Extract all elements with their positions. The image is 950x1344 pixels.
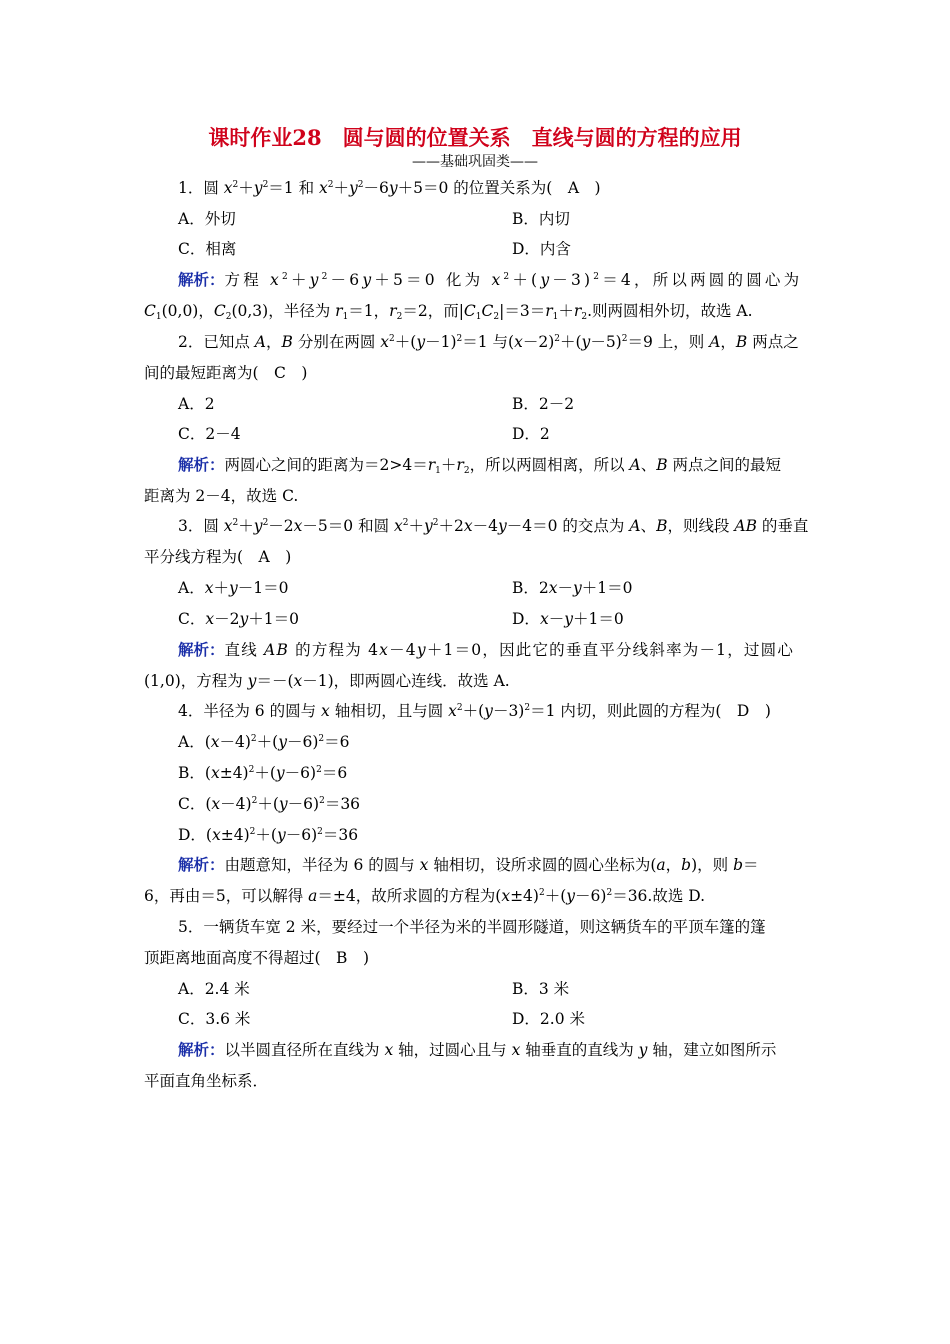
analysis-line — [178, 455, 781, 475]
text-line — [144, 886, 705, 906]
text-line — [144, 547, 291, 567]
line-text: 4．半径为 6 的圆与 x 轴相切，且与圆 $x^2+(y-3)^2=1$ 内切，则此圆的方程为( D ) — [178, 702, 771, 720]
option-item — [512, 424, 550, 444]
line-text: 方程 $x^2+y^2-6y+5=0$ 化为 $x^2+(y-3)^2=4$，所以两圆的圆心为 — [224, 271, 803, 289]
question-line — [178, 516, 808, 536]
line-text: D．内含 — [512, 240, 571, 258]
analysis-label: 解析： — [178, 855, 225, 874]
line-text: B．$(x\pm 4)^2+(y-6)^2=6$ — [178, 764, 348, 782]
line-text: C．$(x-4)^2+(y-6)^2=36$ — [178, 795, 361, 813]
line-text: 1．圆 $x^2+y^2=1$ 和 $x^2+y^2-6y+5=0$ 的位置关系为( A ) — [178, 179, 601, 197]
option-item — [512, 578, 633, 598]
section-subtitle: ——基础巩固类—— — [412, 154, 538, 170]
line-text: C．相离 — [178, 240, 237, 258]
option-item — [178, 732, 350, 752]
text-line — [144, 301, 753, 321]
option-item — [178, 394, 215, 414]
option-item — [178, 578, 288, 598]
option-item — [178, 794, 360, 814]
line-text: A．外切 — [178, 210, 236, 228]
page-title: 课时作业28 圆与圆的位置关系 直线与圆的方程的应用 — [208, 125, 742, 150]
text-line — [144, 671, 510, 691]
line-text: 直线 AB 的方程为 4x－4y＋1＝0，因此它的垂直平分线斜率为－1，过圆心 — [224, 641, 795, 659]
line-text: 5．一辆货车宽 2 米，要经过一个半径为米的半圆形隧道，则这辆货车的平顶车篷的篷 — [178, 918, 766, 936]
line-text: A．$(x-4)^2+(y-6)^2=6$ — [178, 733, 350, 751]
line-text: D．2.0 米 — [512, 1010, 586, 1028]
option-item — [178, 239, 236, 259]
analysis-line — [178, 270, 802, 290]
question-line — [178, 917, 766, 937]
option-item — [178, 763, 347, 783]
line-text: 2．已知点 A，B 分别在两圆 $x^2+(y-1)^2=1$ 与$(x-2)^2+(y-5)^2=9$ 上，则 A，B 两点之 — [178, 333, 799, 351]
line-text: 距离为 2－4，故选 C. — [144, 487, 299, 505]
option-item — [512, 239, 571, 259]
question-line — [178, 332, 799, 352]
option-item — [512, 1009, 585, 1029]
option-item — [512, 979, 569, 999]
text-line — [144, 948, 369, 968]
line-text: (1,0)，方程为 y＝－(x－1)，即两圆心连线．故选 A. — [144, 672, 510, 690]
text-line — [144, 363, 307, 383]
option-item — [512, 394, 574, 414]
line-text: D．$(x\pm 4)^2+(y-6)^2=36$ — [178, 826, 359, 844]
option-item — [178, 609, 299, 629]
line-text: 平面直角坐标系． — [144, 1072, 269, 1090]
option-item — [178, 424, 241, 444]
line-text: B．2－2 — [512, 395, 575, 413]
text-line — [144, 486, 298, 506]
line-text: D．2 — [512, 425, 550, 443]
line-text: 顶距离地面高度不得超过( B ) — [144, 949, 369, 967]
option-item — [512, 609, 624, 629]
analysis-label: 解析： — [178, 270, 225, 289]
analysis-label: 解析： — [178, 1040, 225, 1059]
line-text: 由题意知，半径为 6 的圆与 x 轴相切，设所求圆的圆心坐标为(a，b)，则 b＝ — [224, 856, 759, 874]
line-text: 两圆心之间的距离为$=2>4=r_1+r_2$，所以两圆相离，所以 A、B 两点之间的最短 — [224, 456, 782, 476]
option-item — [178, 825, 358, 845]
line-text: D．x－y＋1＝0 — [512, 610, 624, 628]
analysis-line — [178, 1040, 776, 1060]
analysis-label: 解析： — [178, 640, 225, 659]
analysis-line — [178, 855, 759, 875]
text-line — [144, 1071, 268, 1091]
line-text: B．3 米 — [512, 980, 570, 998]
analysis-label: 解析： — [178, 455, 225, 474]
analysis-line — [178, 640, 794, 660]
line-text: 以半圆直径所在直线为 x 轴，过圆心且与 x 轴垂直的直线为 y 轴，建立如图所示 — [224, 1041, 777, 1059]
line-text: 6，再由＝5，可以解得 a＝±4，故所求圆的方程为$(x\pm 4)^2+(y-6)^2=36$.故选 D. — [144, 887, 706, 905]
line-text: A．2.4 米 — [178, 980, 250, 998]
option-item — [178, 209, 236, 229]
line-text: A．x＋y－1＝0 — [178, 579, 289, 597]
line-text: C．2－4 — [178, 425, 241, 443]
option-item — [178, 979, 250, 999]
line-text: $C_1(0,0)$，$C_2(0,3)$，半径为 $r_1=1$，$r_2=2$，而$|C_1C_2|=3=r_1+r_2$.则两圆相外切，故选 A. — [144, 302, 753, 322]
question-line — [178, 178, 601, 198]
line-text: 3．圆 $x^2+y^2-2x-5=0$ 和圆 $x^2+y^2+2x-4y-4=0$ 的交点为 A、B，则线段 AB 的垂直 — [178, 517, 809, 535]
line-text: 平分线方程为( A ) — [144, 548, 292, 566]
line-text: B．2x－y＋1＝0 — [512, 579, 633, 597]
line-text: 间的最短距离为( C ) — [144, 364, 308, 382]
question-line — [178, 701, 771, 721]
line-text: B．内切 — [512, 210, 570, 228]
option-item — [178, 1009, 250, 1029]
line-text: C．x－2y＋1＝0 — [178, 610, 299, 628]
line-text: C．3.6 米 — [178, 1010, 251, 1028]
option-item — [512, 209, 570, 229]
line-text: A．2 — [178, 395, 215, 413]
